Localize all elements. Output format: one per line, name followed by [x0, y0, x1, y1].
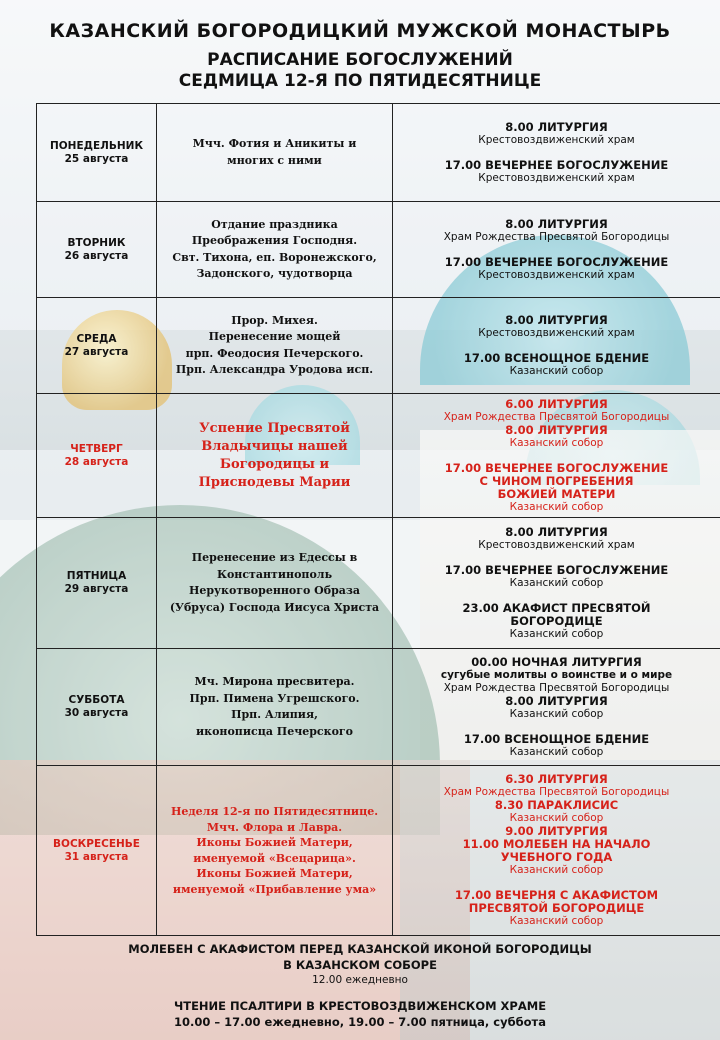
- service-title: 8.00 ЛИТУРГИЯ: [505, 216, 608, 231]
- feast-line: Владычицы нашей: [201, 438, 348, 454]
- day-name: ПОНЕДЕЛЬНИК: [49, 139, 144, 152]
- feast-cell: [157, 298, 393, 394]
- feast-line: Прп. Александра Уродова исп.: [175, 363, 374, 376]
- footer-moleben-place: В КАЗАНСКОМ СОБОРЕ: [283, 958, 437, 972]
- page-title: КАЗАНСКИЙ БОГОРОДИЦКИЙ МУЖСКОЙ МОНАСТЫРЬ: [49, 20, 671, 42]
- service-place: Крестовоздвиженский храм: [478, 171, 635, 184]
- feast-cell: [157, 202, 393, 298]
- service-place: Храм Рождества Пресвятой Богородицы: [443, 681, 670, 694]
- feast-line: Неделя 12-я по Пятидесятнице.: [170, 805, 379, 818]
- day-name: ПЯТНИЦА: [66, 570, 127, 582]
- feast-line: Прп. Алипия,: [231, 708, 318, 721]
- service-title: 11.00 МОЛЕБЕН НА НАЧАЛО: [462, 837, 651, 851]
- day-date: 26 августа: [64, 249, 129, 262]
- service-place: Казанский собор: [509, 436, 604, 449]
- feast-cell: [157, 518, 393, 649]
- day-cell: [37, 202, 157, 298]
- service-place: Казанский собор: [509, 364, 604, 377]
- table-row: [37, 766, 720, 936]
- service-title: 00.00 НОЧНАЯ ЛИТУРГИЯ: [471, 654, 642, 669]
- day-name: СРЕДА: [76, 332, 117, 345]
- service-title-cont: ПРЕСВЯТОЙ БОГОРОДИЦЕ: [468, 901, 645, 915]
- services-cell: [393, 518, 720, 649]
- feast-line: Мчч. Флора и Лавра.: [206, 820, 343, 834]
- feast-line: Нерукотворенного Образа: [188, 584, 361, 597]
- day-cell: [37, 394, 157, 518]
- table-row: [37, 518, 720, 649]
- schedule-heading: РАСПИСАНИЕ БОГОСЛУЖЕНИЙ: [207, 50, 513, 70]
- feast-line: Успение Пресвятой: [199, 420, 350, 436]
- service-title-cont: БОГОРОДИЦЕ: [510, 613, 603, 628]
- table-row: [37, 649, 720, 766]
- service-title-cont: С ЧИНОМ ПОГРЕБЕНИЯ: [479, 473, 634, 488]
- services-cell: [393, 298, 720, 394]
- service-place: Казанский собор: [509, 707, 604, 720]
- schedule-table: [36, 103, 720, 936]
- day-date: 29 августа: [64, 583, 129, 595]
- service-place: Казанский собор: [509, 812, 604, 824]
- service-title-cont: УЧЕБНОГО ГОДА: [500, 850, 613, 864]
- service-place: Крестовоздвиженский храм: [478, 538, 635, 551]
- day-date: 28 августа: [64, 455, 129, 468]
- feast-line: Иконы Божией Матери,: [196, 836, 353, 849]
- day-date: 25 августа: [64, 152, 129, 165]
- feast-line: Богородицы и: [219, 456, 330, 472]
- footer-psalter-time: 10.00 – 17.00 ежедневно, 19.00 – 7.00 пятница, суббота: [174, 1015, 546, 1029]
- service-place: Казанский собор: [509, 627, 604, 640]
- service-place: Храм Рождества Пресвятой Богородицы: [443, 786, 670, 798]
- feast-line: прп. Феодосия Печерского.: [185, 346, 364, 360]
- service-title: 9.00 ЛИТУРГИЯ: [505, 824, 608, 838]
- service-place: Храм Рождества Пресвятой Богородицы: [443, 230, 670, 243]
- day-cell: [37, 298, 157, 394]
- service-title: 8.30 ПАРАКЛИСИС: [494, 798, 619, 812]
- service-place: Храм Рождества Пресвятой Богородицы: [443, 410, 670, 423]
- services-cell: [393, 649, 720, 766]
- footer-moleben: МОЛЕБЕН С АКАФИСТОМ ПЕРЕД КАЗАНСКОЙ ИКОНОЙ БОГОРОДИЦЫ: [128, 942, 592, 956]
- day-cell: [37, 766, 157, 936]
- feast-line: Константинополь: [216, 567, 333, 581]
- services-cell: [393, 104, 720, 202]
- feast-line: Перенесение мощей: [208, 330, 341, 343]
- service-place: Казанский собор: [509, 500, 604, 513]
- feast-line: Преображения Господня.: [191, 234, 358, 247]
- day-name: ВОСКРЕСЕНЬЕ: [53, 837, 140, 850]
- day-date: 27 августа: [64, 345, 129, 358]
- service-title: 17.00 ВЕЧЕРНЕЕ БОГОСЛУЖЕНИЕ: [444, 562, 669, 577]
- week-heading: СЕДМИЦА 12-Я ПО ПЯТИДЕСЯТНИЦЕ: [178, 71, 542, 91]
- day-name: ЧЕТВЕРГ: [70, 442, 123, 455]
- service-title: 17.00 ВСЕНОЩНОЕ БДЕНИЕ: [463, 731, 650, 746]
- service-title: 17.00 ВЕЧЕРНЕЕ БОГОСЛУЖЕНИЕ: [444, 460, 669, 475]
- table-row: [37, 202, 720, 298]
- table-row: [37, 104, 720, 202]
- service-title: 8.00 ЛИТУРГИЯ: [505, 693, 608, 708]
- services-cell: [393, 202, 720, 298]
- day-name: ВТОРНИК: [67, 236, 126, 249]
- service-title: 17.00 ВЕЧЕРНЯ С АКАФИСТОМ: [454, 888, 659, 902]
- feast-line: именуемой «Всецарица».: [193, 851, 356, 865]
- footer-psalter: ЧТЕНИЕ ПСАЛТИРИ В КРЕСТОВОЗДВИЖЕНСКОМ ХРАМЕ: [173, 999, 547, 1013]
- feast-cell: [157, 649, 393, 766]
- feast-line: иконописца Печерского: [195, 724, 353, 738]
- feast-line: Перенесение из Едессы в: [191, 551, 358, 564]
- day-date: 30 августа: [64, 707, 129, 719]
- feast-line: Прп. Пимена Угрешского.: [189, 691, 360, 705]
- feast-line: Задонского, чудотворца: [196, 267, 353, 280]
- service-title: 8.00 ЛИТУРГИЯ: [505, 524, 608, 539]
- day-date: 31 августа: [64, 850, 129, 863]
- service-place: Крестовоздвиженский храм: [478, 268, 635, 281]
- feast-cell: [157, 394, 393, 518]
- feast-line: (Убруса) Господа Иисуса Христа: [169, 600, 380, 614]
- feast-line: Мч. Мирона пресвитера.: [194, 675, 355, 688]
- service-title: 8.00 ЛИТУРГИЯ: [505, 119, 608, 134]
- service-place: Крестовоздвиженский храм: [478, 133, 635, 146]
- services-cell: [393, 766, 720, 936]
- service-title: 23.00 АКАФИСТ ПРЕСВЯТОЙ: [462, 600, 651, 615]
- feast-line: Иконы Божией Матери,: [196, 867, 353, 880]
- service-title: 8.00 ЛИТУРГИЯ: [505, 422, 608, 437]
- feast-line: именуемой «Прибавление ума»: [172, 882, 377, 896]
- service-place: Крестовоздвиженский храм: [478, 326, 635, 339]
- footer-moleben-time: 12.00 ежедневно: [312, 974, 408, 986]
- feast-line: Мчч. Фотия и Аникиты и: [192, 137, 357, 150]
- service-place: Казанский собор: [509, 915, 604, 927]
- service-title: 17.00 ВЕЧЕРНЕЕ БОГОСЛУЖЕНИЕ: [444, 254, 669, 269]
- service-title: 6.30 ЛИТУРГИЯ: [505, 772, 608, 786]
- service-title: 6.00 ЛИТУРГИЯ: [505, 396, 608, 411]
- service-place: Казанский собор: [509, 864, 604, 876]
- service-note: сугубые молитвы о воинстве и о мире: [440, 668, 673, 681]
- day-cell: [37, 649, 157, 766]
- feast-line: Свт. Тихона, еп. Воронежского,: [172, 250, 377, 264]
- service-title: 17.00 ВЕЧЕРНЕЕ БОГОСЛУЖЕНИЕ: [444, 157, 669, 172]
- feast-line: Прор. Михея.: [231, 313, 318, 327]
- service-place: Казанский собор: [509, 576, 604, 589]
- services-cell: [393, 394, 720, 518]
- table-row: [37, 298, 720, 394]
- day-cell: [37, 104, 157, 202]
- feast-cell: [157, 104, 393, 202]
- day-name: СУББОТА: [68, 694, 125, 706]
- service-title: 8.00 ЛИТУРГИЯ: [505, 312, 608, 327]
- feast-line: Отдание праздника: [211, 217, 338, 231]
- service-title-cont: БОЖИЕЙ МАТЕРИ: [497, 486, 616, 501]
- service-place: Казанский собор: [509, 745, 604, 758]
- feast-line: многих с ними: [227, 153, 322, 167]
- feast-line: Приснодевы Марии: [198, 474, 351, 490]
- service-title: 17.00 ВСЕНОЩНОЕ БДЕНИЕ: [463, 350, 650, 365]
- table-row: [37, 394, 720, 518]
- feast-cell: [157, 766, 393, 936]
- day-cell: [37, 518, 157, 649]
